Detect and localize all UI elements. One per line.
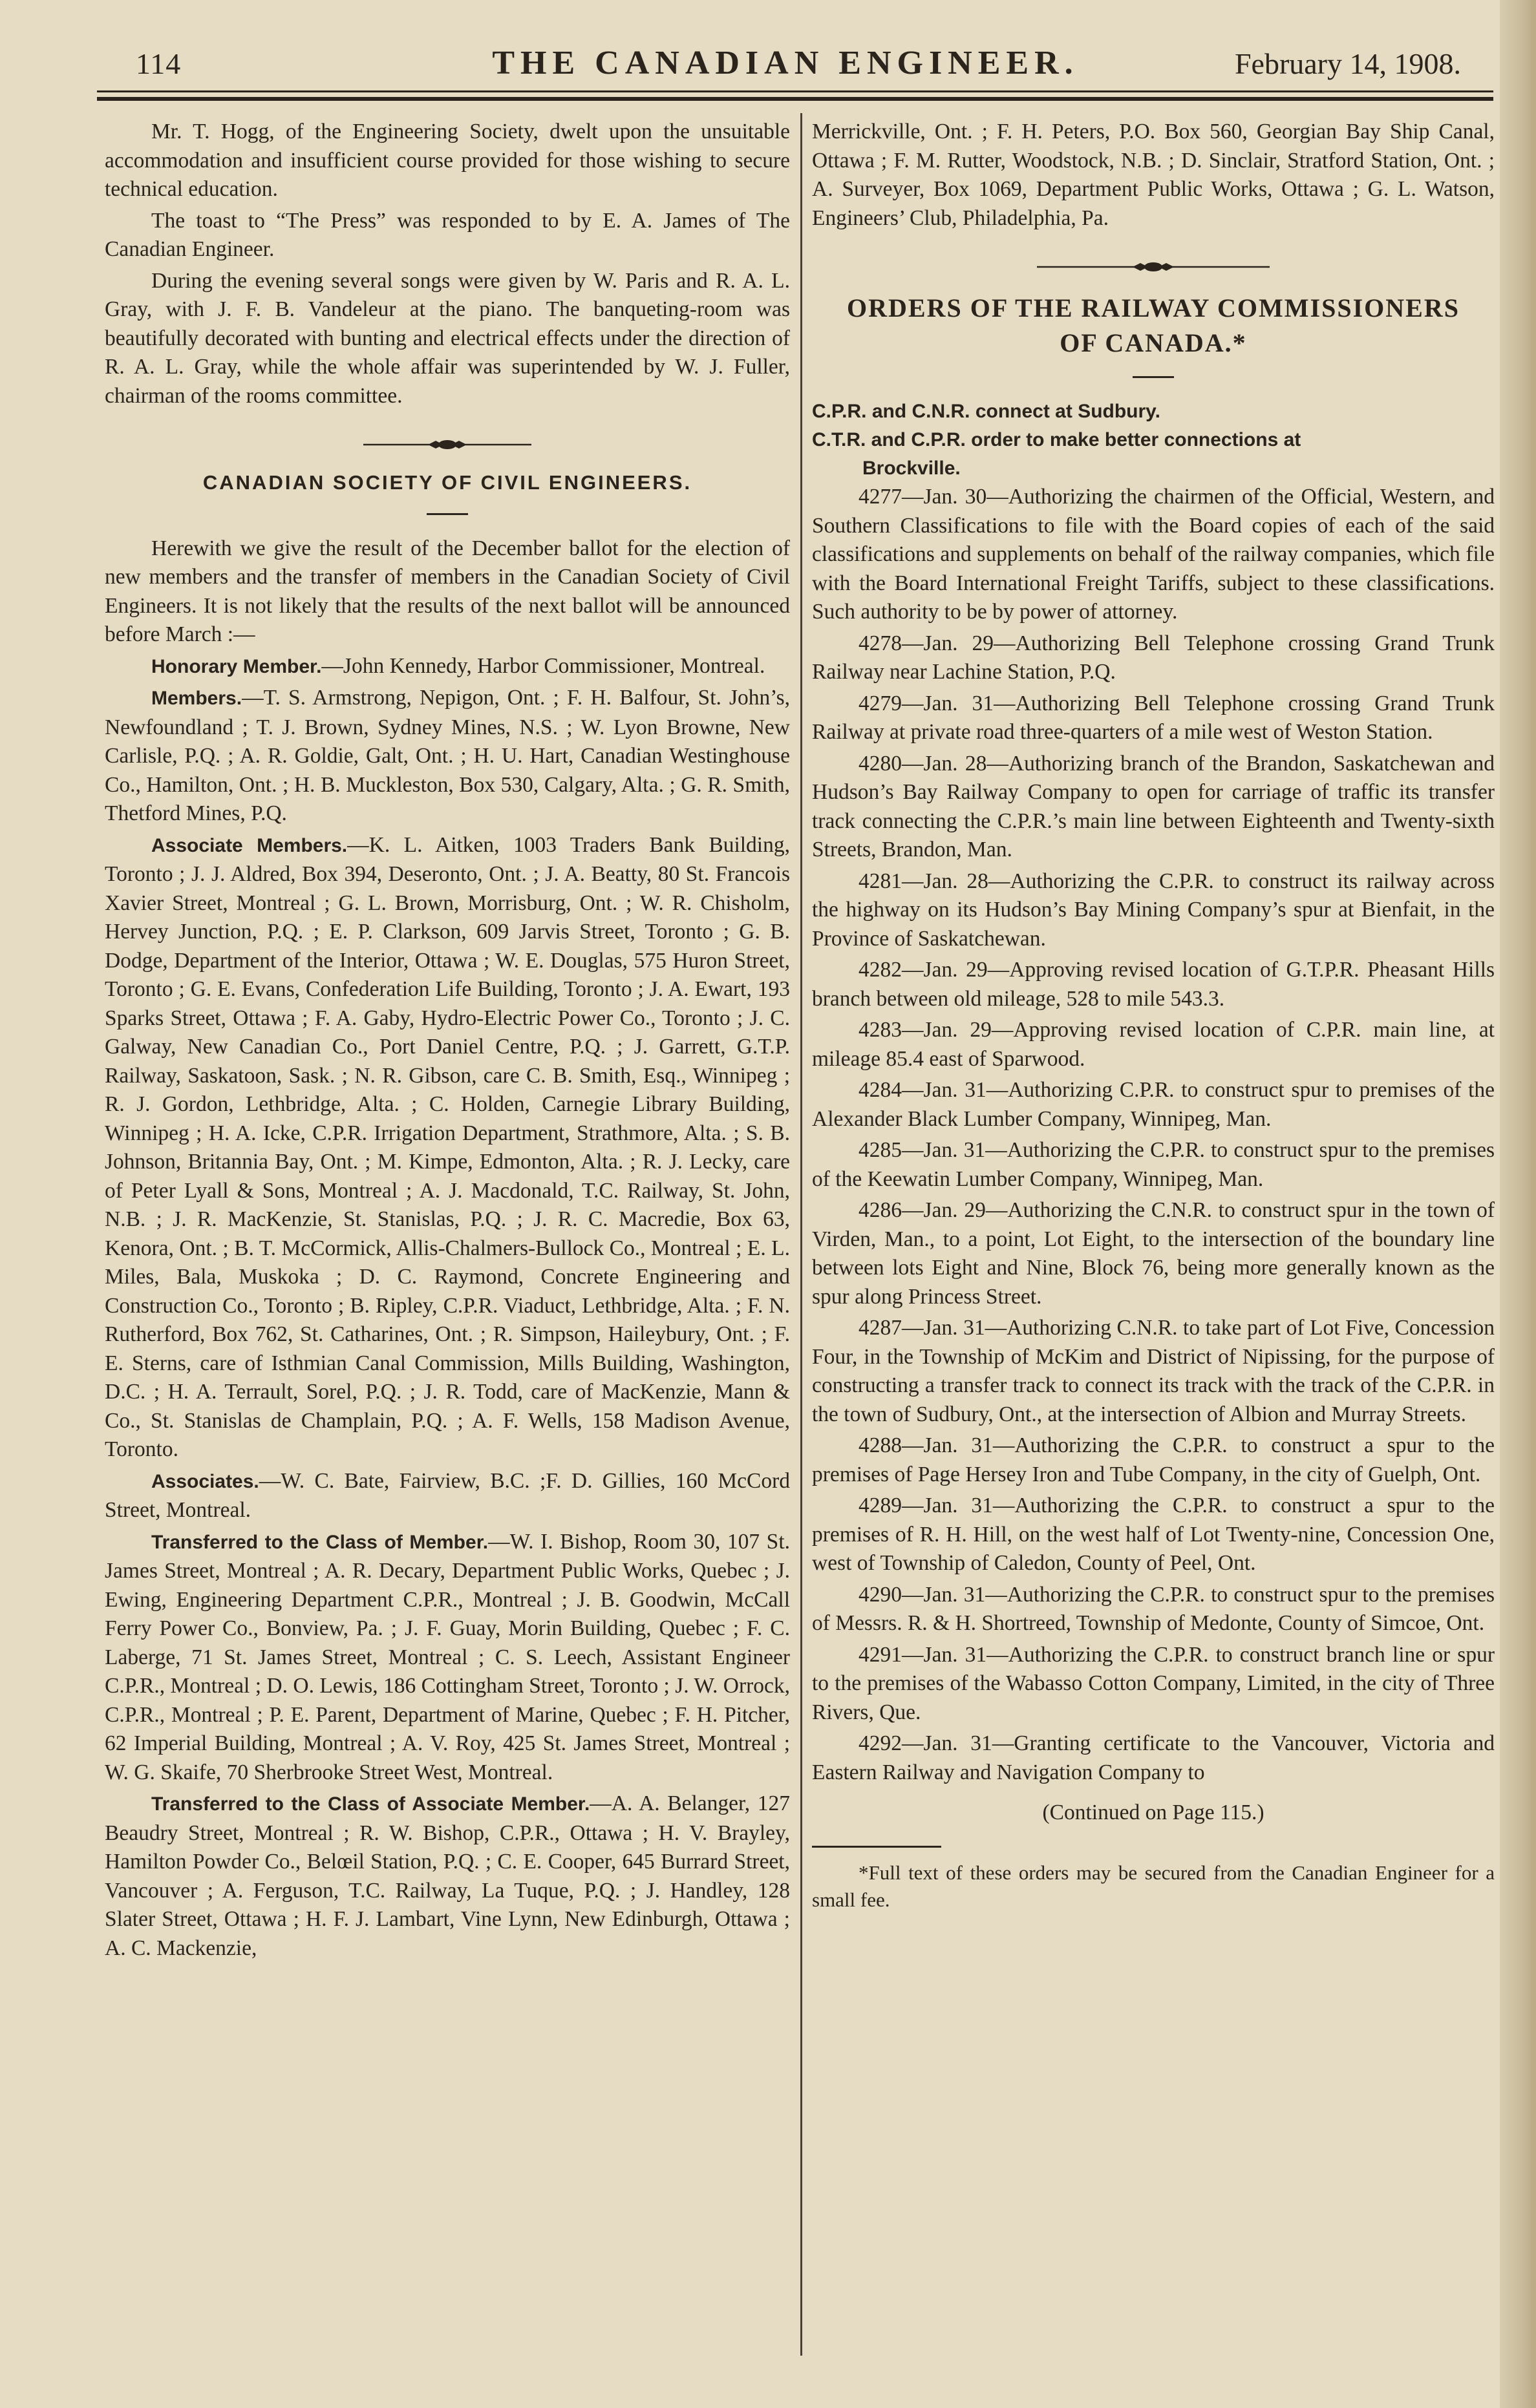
member-entry [105,652,790,682]
subheading-continued: Brockville. [862,458,961,479]
paragraph-continued: Merrickville, Ont. ; F. H. Peters, P.O. Box 560, Georgian Bay Ship Canal, Ottawa ; F. M. Rutter, Woodstock, N.B. ; D. Sinclair, Stratford Station, Ont. ; A. Surveyer, Box 1069, Department Public Works, Ottawa ; G. L. Watson, Engineers’ Club, Philadelphia, Pa. [812,120,1495,230]
member-entry [105,684,790,829]
member-entry [105,1790,790,1963]
entry-text: —W. I. Bishop, Room 30, 107 St. James Street, Montreal ; A. R. Decary, Department Public Works, Quebec ; J. Ewing, Engineering Department C.P.R., Montreal ; J. B. Goodwin, McCall Ferry Power Co., Bonview, Pa. ; J. F. Guay, Morin Building, Quebec ; F. C. Laberge, 71 St. James Street, Montreal ; C. S. Leech, Assistant Engineer C.P.R., Montreal ; D. O. Lewis, 186 Cottingham Street, Toronto ; J. W. Orrock, C.P.R., Montreal ; P. E. Parent, Department of Marine, Quebec ; F. H. Pitcher, 62 Imperial Building, Montreal ; A. V. Roy, 425 St. James Street, Montreal ; W. G. Skaife, 70 Sherbrooke Street West, Montreal. [105,1529,790,1784]
paragraph: Mr. T. Hogg, of the Engineering Society, dwelt upon the unsuitable accommodation and insufficient course provided for those wishing to secure technical education. [105,120,790,201]
paragraph: The toast to “The Press” was responded to by E. A. James of The Canadian Engineer. [105,208,790,261]
order-entry: 4286—Jan. 29—Authorizing the C.N.R. to construct spur in the town of Virden, Man., to a point, Lot Eight, to the intersection of the boundary line between lots Eight and Nine, Block 76, being more generally known as the spur along Princess Street. [812,1198,1495,1309]
running-header [97,39,1474,90]
subheading: C.P.R. and C.N.R. connect at Sudbury. [812,401,1160,422]
member-entry [105,831,790,1464]
short-rule [1133,376,1174,378]
entry-label: Associates. [151,1470,259,1492]
left-column [105,118,790,1963]
entry-label: Transferred to the Class of Associate Member. [151,1793,590,1815]
ornament-icon [1037,260,1270,273]
footnote: *Full text of these orders may be secured from the Canadian Engineer for a small fee. [812,1861,1495,1911]
section-heading: CANADIAN SOCIETY OF CIVIL ENGINEERS. [202,471,692,494]
entry-text: —W. C. Bate, Fairview, B.C. ;F. D. Gillies, 160 McCord Street, Montreal. [105,1468,790,1522]
order-entry: 4290—Jan. 31—Authorizing the C.P.R. to construct spur to the premises of Messrs. R. & H. Shortreed, Township of Medonte, County of Simcoe, Ont. [812,1582,1495,1635]
order-entry: 4292—Jan. 31—Granting certificate to the Vancouver, Victoria and Eastern Railway and Navigation Company to [812,1731,1495,1784]
entry-label: Honorary Member. [151,655,322,677]
order-entry: 4287—Jan. 31—Authorizing C.N.R. to take part of Lot Five, Concession Four, in the Township of McKim and District of Nipissing, for the purpose of constructing a transfer track to connect its track with the track of the C.P.R. in the town of Sudbury, Ont., at the intersection of Albion and Murray Streets. [812,1316,1495,1426]
order-entry: 4285—Jan. 31—Authorizing the C.P.R. to construct spur to the premises of the Keewatin Lumber Company, Winnipeg, Man. [812,1138,1495,1191]
heading-line: ORDERS OF THE RAILWAY COMMISSIONERS [847,293,1460,322]
entry-label: Transferred to the Class of Member. [151,1531,489,1553]
entry-text: —T. S. Armstrong, Nepigon, Ont. ; F. H. Balfour, St. John’s, Newfoundland ; T. J. Brown, Sydney Mines, N.S. ; W. Lyon Browne, New Carlisle, P.Q. ; A. R. Goldie, Galt, Ont. ; H. U. Hart, Canadian Westinghouse Co., Hamilton, Ont. ; H. B. Muckleston, Box 530, Calgary, Alta. ; G. R. Smith, Thetford Mines, P.Q. [105,686,790,825]
order-entry: 4277—Jan. 30—Authorizing the chairmen of the Official, Western, and Southern Classifications to file with the Board copies of each of the said classifications and supplements on behalf of the railway companies, which file with the Board International Freight Tariffs, subject to these classifications. Such authority to be by power of attorney. [812,485,1495,624]
order-entry: 4289—Jan. 31—Authorizing the C.P.R. to construct a spur to the premises of R. H. Hill, on the west half of Lot Twenty-nine, Concession One, west of Township of Caledon, County of Peel, Ont. [812,1494,1495,1575]
ornament-divider [812,249,1495,282]
member-entry [105,1528,790,1788]
subheading: C.T.R. and C.P.R. order to make better connections at [812,429,1301,450]
ornament-divider [105,427,790,459]
order-entry: 4291—Jan. 31—Authorizing the C.P.R. to construct branch line or spur to the premises of the Wabasso Cotton Company, Limited, in the city of Three Rivers, Que. [812,1642,1495,1724]
journal-title: THE CANADIAN ENGINEER. [492,45,1079,81]
order-entry: 4281—Jan. 28—Authorizing the C.P.R. to construct its railway across the highway on its Hudson’s Bay Mining Company’s spur at Bienfait, in the Province of Saskatchewan. [812,869,1495,951]
page-number: 114 [136,47,182,80]
entry-label: Members. [151,688,242,709]
header-rule-thin [97,90,1493,92]
footnote-rule [812,1846,941,1848]
paragraph: During the evening several songs were given by W. Paris and R. A. L. Gray, with J. F. B. Vandeleur at the piano. The banqueting-room was beautifully decorated with bunting and electrical effects under the direction of R. A. L. Gray, while the whole affair was superintended by W. J. Fuller, chairman of the rooms committee. [105,268,790,408]
order-entry: 4280—Jan. 28—Authorizing branch of the Brandon, Saskatchewan and Hudson’s Bay Railway Company to open for carriage of traffic its transfer track connecting the C.P.R.’s main line between Eighteenth and Twenty-sixth Streets, Brandon, Man. [812,751,1495,861]
entry-text: —John Kennedy, Harbor Commissioner, Montreal. [321,653,765,678]
heading-line: OF CANADA.* [1060,328,1247,357]
subheadings [812,397,1495,483]
header-rule-thick [97,97,1493,101]
issue-date: February 14, 1908. [1234,47,1461,80]
paragraph: Herewith we give the result of the December ballot for the election of new members and the transfer of members in the Canadian Society of Civil Engineers. It is not likely that the results of the next ballot will be announced before March :— [105,536,790,646]
order-entry: 4284—Jan. 31—Authorizing C.P.R. to construct spur to premises of the Alexander Black Lumber Company, Winnipeg, Man. [812,1078,1495,1131]
section-heading [812,291,1495,361]
page-edge-shadow [1500,0,1536,2408]
order-entry: 4283—Jan. 29—Approving revised location of C.P.R. main line, at mileage 85.4 east of Sparwood. [812,1018,1495,1071]
order-entry: 4279—Jan. 31—Authorizing Bell Telephone crossing Grand Trunk Railway at private road three-quarters of a mile west of Weston Station. [812,691,1495,744]
short-rule [427,513,468,515]
entry-text: —A. A. Belanger, 127 Beaudry Street, Montreal ; R. W. Bishop, C.P.R., Ottawa ; H. V. Brayley, Hamilton Powder Co., Belœil Station, P.Q. ; C. E. Cooper, 645 Burrard Street, Vancouver ; A. Ferguson, T.C. Railway, La Tuque, P.Q. ; J. Handley, 128 Slater Street, Ottawa ; H. F. J. Lambart, Vine Lynn, New Edinburgh, Ottawa ; A. C. Mackenzie, [105,1791,790,1960]
member-entry [105,1467,790,1525]
right-column [812,118,1495,1914]
order-entry: 4278—Jan. 29—Authorizing Bell Telephone crossing Grand Trunk Railway near Lachine Station, P.Q. [812,631,1495,684]
entry-label: Associate Members. [151,834,348,856]
order-entry: 4282—Jan. 29—Approving revised location of G.T.P.R. Pheasant Hills branch between old mileage, 528 to mile 543.3. [812,958,1495,1011]
ornament-icon [363,438,531,451]
column-divider [800,113,802,2356]
order-entry: 4288—Jan. 31—Authorizing the C.P.R. to construct a spur to the premises of Page Hersey Iron and Tube Company, in the city of Guelph, Ont. [812,1433,1495,1486]
continued-note: (Continued on Page 115.) [1042,1801,1264,1824]
entry-text: —K. L. Aitken, 1003 Traders Bank Building, Toronto ; J. J. Aldred, Box 394, Deseronto, Ont. ; J. A. Beatty, 80 St. Francois Xavier Street, Montreal ; G. L. Brown, Morrisburg, Ont. ; W. R. Chisholm, Hervey Junction, P.Q. ; E. P. Clarkson, 609 Jarvis Street, Toronto ; G. B. Dodge, Department of the Interior, Ottawa ; W. E. Douglas, 575 Huron Street, Toronto ; G. E. Evans, Confederation Life Building, Toronto ; J. A. Ewart, 193 Sparks Street, Ottawa ; F. A. Gaby, Hydro-Electric Power Co., Toronto ; J. C. Galway, New Canadian Co., Port Daniel Centre, P.Q. ; J. Garrett, G.T.P. Railway, Saskatoon, Sask. ; N. R. Gibson, care C. B. Smith, Esq., Winnipeg ; R. J. Gordon, Lethbridge, Alta. ; C. Holden, Carnegie Library Building, Winnipeg ; H. A. Icke, C.P.R. Irrigation Department, Strathmore, Alta. ; S. B. Johnson, Britannia Bay, Ont. ; M. Kimpe, Edmonton, Alta. ; R. J. Lecky, care of Peter Lyall & Sons, Montreal ; A. J. Macdonald, T.C. Railway, St. John, N.B. ; J. R. MacKenzie, St. Stanislas, P.Q. ; J. R. C. Macredie, Box 63, Kenora, Ont. ; B. T. McCormick, Allis-Chalmers-Bullock Co., Montreal ; E. L. Miles, Bala, Muskoka ; D. C. Raymond, Concrete Engineering and Construction Co., Toronto ; B. Ripley, C.P.R. Viaduct, Lethbridge, Alta. ; F. N. Rutherford, Box 762, St. Catharines, Ont. ; R. Simpson, Haileybury, Ont. ; F. E. Sterns, care of Isthmian Canal Commission, Mills Building, Washington, D.C. ; H. A. Terrault, Sorel, P.Q. ; J. R. Todd, care of MacKenzie, Mann & Co., St. Stanislas de Champlain, P.Q. ; A. F. Wells, 158 Madison Avenue, Toronto. [105,832,790,1461]
